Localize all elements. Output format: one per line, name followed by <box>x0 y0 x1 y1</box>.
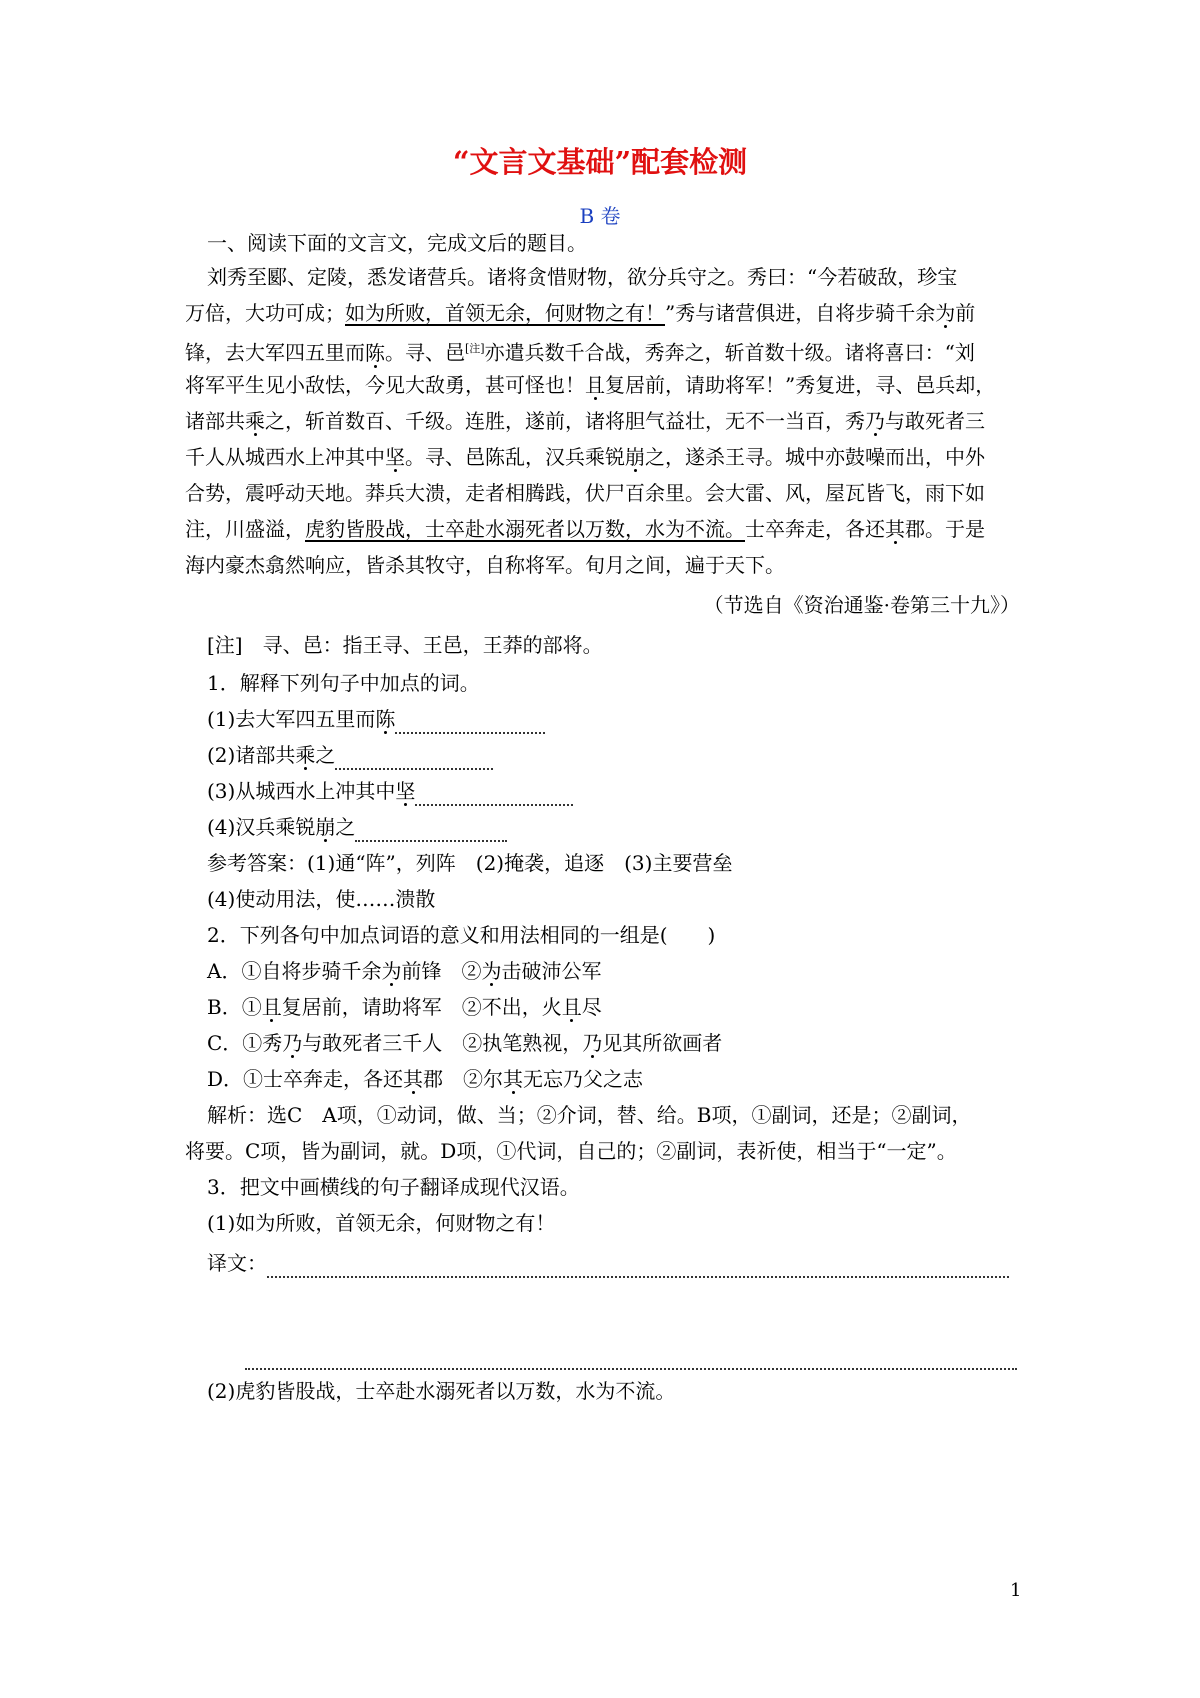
document-subtitle: B 卷 <box>579 204 621 228</box>
answer-blank[interactable] <box>395 714 545 734</box>
answer-blank[interactable] <box>335 750 493 770</box>
section-heading: 一、阅读下面的文言文，完成文后的题目。 <box>207 231 587 255</box>
answer-blank[interactable] <box>355 822 507 842</box>
note-marker: [注] <box>465 342 485 355</box>
passage-line: 合势，震呼动天地。莽兵大溃，走者相腾践，伏尸百余里。会大雷、风，屋瓦皆飞，雨下如 <box>185 481 985 505</box>
question-3-stem: 3．把文中画横线的句子翻译成现代汉语。 <box>207 1175 580 1199</box>
question-2-explanation: 将要。C项，皆为副词，就。D项，①代词，自己的；②副词，表祈使，相当于“一定”。 <box>185 1139 957 1163</box>
answer-blank[interactable] <box>267 1258 1009 1278</box>
passage-note: [注] 寻、邑：指王寻、王邑，王莽的部将。 <box>207 633 603 657</box>
translation-line <box>207 1248 1042 1278</box>
question-1-item: (3)从城西水上冲其中坚 <box>207 776 1042 806</box>
question-1-item: (1)去大军四五里而陈 <box>207 704 1042 734</box>
passage-line: 海内豪杰翕然响应，皆杀其牧守，自称将军。旬月之间，遍于天下。 <box>185 553 785 577</box>
question-1-answer: (4)使动用法，使……溃散 <box>207 887 436 911</box>
question-3-sentence: (1)如为所败，首领无余，何财物之有！ <box>207 1211 556 1235</box>
question-1-answer: 参考答案：(1)通“阵”，列阵 (2)掩袭，追逐 (3)主要营垒 <box>207 851 733 875</box>
option-a: A．①自将步骑千余为前锋 ②为击破沛公军 <box>207 959 602 983</box>
option-b: B．①且复居前，请助将军 ②不出，火且尽 <box>207 995 602 1019</box>
answer-blank[interactable] <box>415 786 573 806</box>
passage-source: （节选自《资治通鉴·卷第三十九》） <box>703 593 1020 617</box>
passage-line: 锋，去大军四五里而陈。寻、邑[注]亦遣兵数千合战，秀奔之，斩首数十级。诸将喜曰：“刘 <box>185 340 975 365</box>
question-1-item: (4)汉兵乘锐崩之 <box>207 812 1042 842</box>
question-3-sentence: (2)虎豹皆股战，士卒赴水溺死者以万数，水为不流。 <box>207 1379 676 1403</box>
question-1-stem: 1．解释下列句子中加点的词。 <box>207 671 480 695</box>
passage-line: 千人从城西水上冲其中坚。寻、邑陈乱，汉兵乘锐崩之，遂杀王寻。城中亦鼓噪而出，中外 <box>185 445 985 469</box>
passage-line: 万倍，大功可成；如为所败，首领无余，何财物之有！”秀与诸营俱进，自将步骑千余为前 <box>185 301 976 325</box>
option-c: C．①秀乃与敢死者三千人 ②执笔熟视，乃见其所欲画者 <box>207 1031 723 1055</box>
document-title: “文言文基础”配套检测 <box>452 145 748 179</box>
underlined-sentence: 虎豹皆股战，士卒赴水溺死者以万数，水为不流。 <box>305 517 745 541</box>
passage-line: 将军平生见小敌怯，今见大敌勇，甚可怪也！且复居前，请助将军！”秀复进，寻、邑兵却， <box>185 373 996 397</box>
page-number: 1 <box>1010 1580 1022 1601</box>
answer-blank[interactable] <box>245 1350 1017 1370</box>
option-d: D．①士卒奔走，各还其郡 ②尔其无忘乃父之志 <box>207 1067 644 1091</box>
question-2-explanation: 解析：选C A项，①动词，做、当；②介词，替、给。B项，①副词，还是；②副词， <box>207 1103 972 1127</box>
passage-line: 诸部共乘之，斩首数百、千级。连胜，遂前，诸将胆气益壮，无不一当百，秀乃与敢死者三 <box>185 409 985 433</box>
translation-label: 译文： <box>207 1251 267 1275</box>
passage-line: 刘秀至郾、定陵，悉发诸营兵。诸将贪惜财物，欲分兵守之。秀曰：“今若破敌，珍宝 <box>207 265 958 289</box>
passage-line: 注，川盛溢，虎豹皆股战，士卒赴水溺死者以万数，水为不流。士卒奔走，各还其郡。于是 <box>185 517 985 541</box>
underlined-sentence: 如为所败，首领无余，何财物之有！ <box>345 301 665 325</box>
question-2-stem: 2．下列各句中加点词语的意义和用法相同的一组是( ) <box>207 923 716 947</box>
translation-line <box>245 1340 1080 1370</box>
question-1-item: (2)诸部共乘之 <box>207 740 1042 770</box>
